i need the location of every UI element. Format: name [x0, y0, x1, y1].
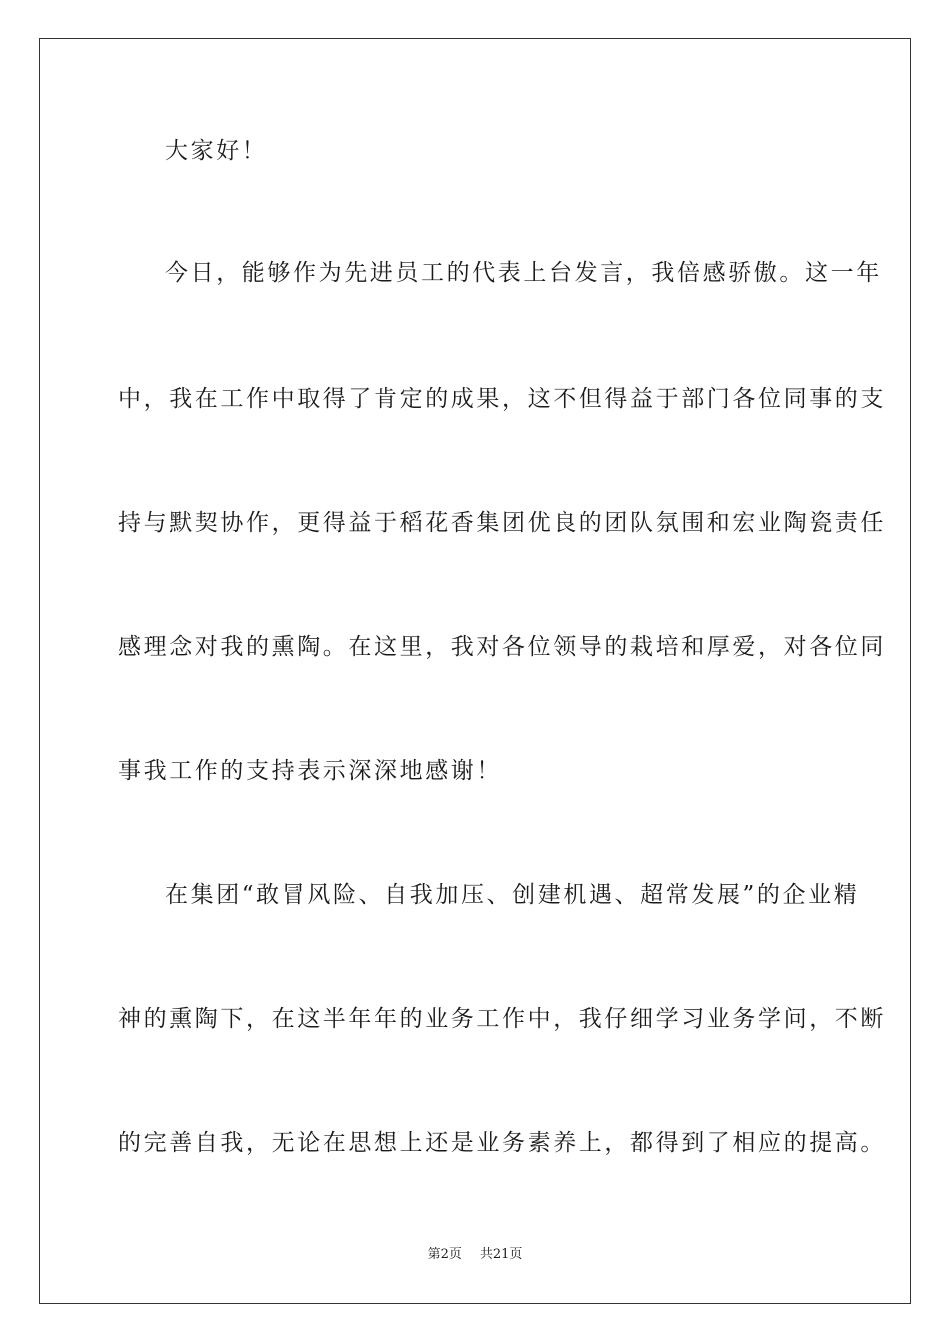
- page-total: 共21页: [479, 1247, 523, 1262]
- paragraph-1-line-5: 事我工作的支持表示深深地感谢！: [118, 758, 502, 784]
- greeting-line: 大家好！: [165, 138, 268, 164]
- paragraph-2-line-2: 神的熏陶下，在这半年年的业务工作中，我仔细学习业务学问，不断: [118, 1006, 886, 1032]
- paragraph-1-line-2: 中，我在工作中取得了肯定的成果，这不但得益于部门各位同事的支: [118, 386, 886, 412]
- paragraph-2-line-1: 在集团“敢冒风险、自我加压、创建机遇、超常发展”的企业精: [165, 882, 860, 908]
- paragraph-1-line-4: 感理念对我的熏陶。在这里，我对各位领导的栽培和厚爱，对各位同: [118, 634, 886, 660]
- page-border: [39, 38, 911, 1304]
- paragraph-1-line-1: 今日，能够作为先进员工的代表上台发言，我倍感骄傲。这一年: [165, 260, 882, 286]
- page-footer: [0, 1246, 950, 1264]
- paragraph-1-line-3: 持与默契协作，更得益于稻花香集团优良的团队氛围和宏业陶瓷责任: [118, 510, 886, 536]
- paragraph-2-line-3: 的完善自我，无论在思想上还是业务素养上，都得到了相应的提高。: [118, 1130, 886, 1156]
- page-number: 第2页: [427, 1247, 462, 1262]
